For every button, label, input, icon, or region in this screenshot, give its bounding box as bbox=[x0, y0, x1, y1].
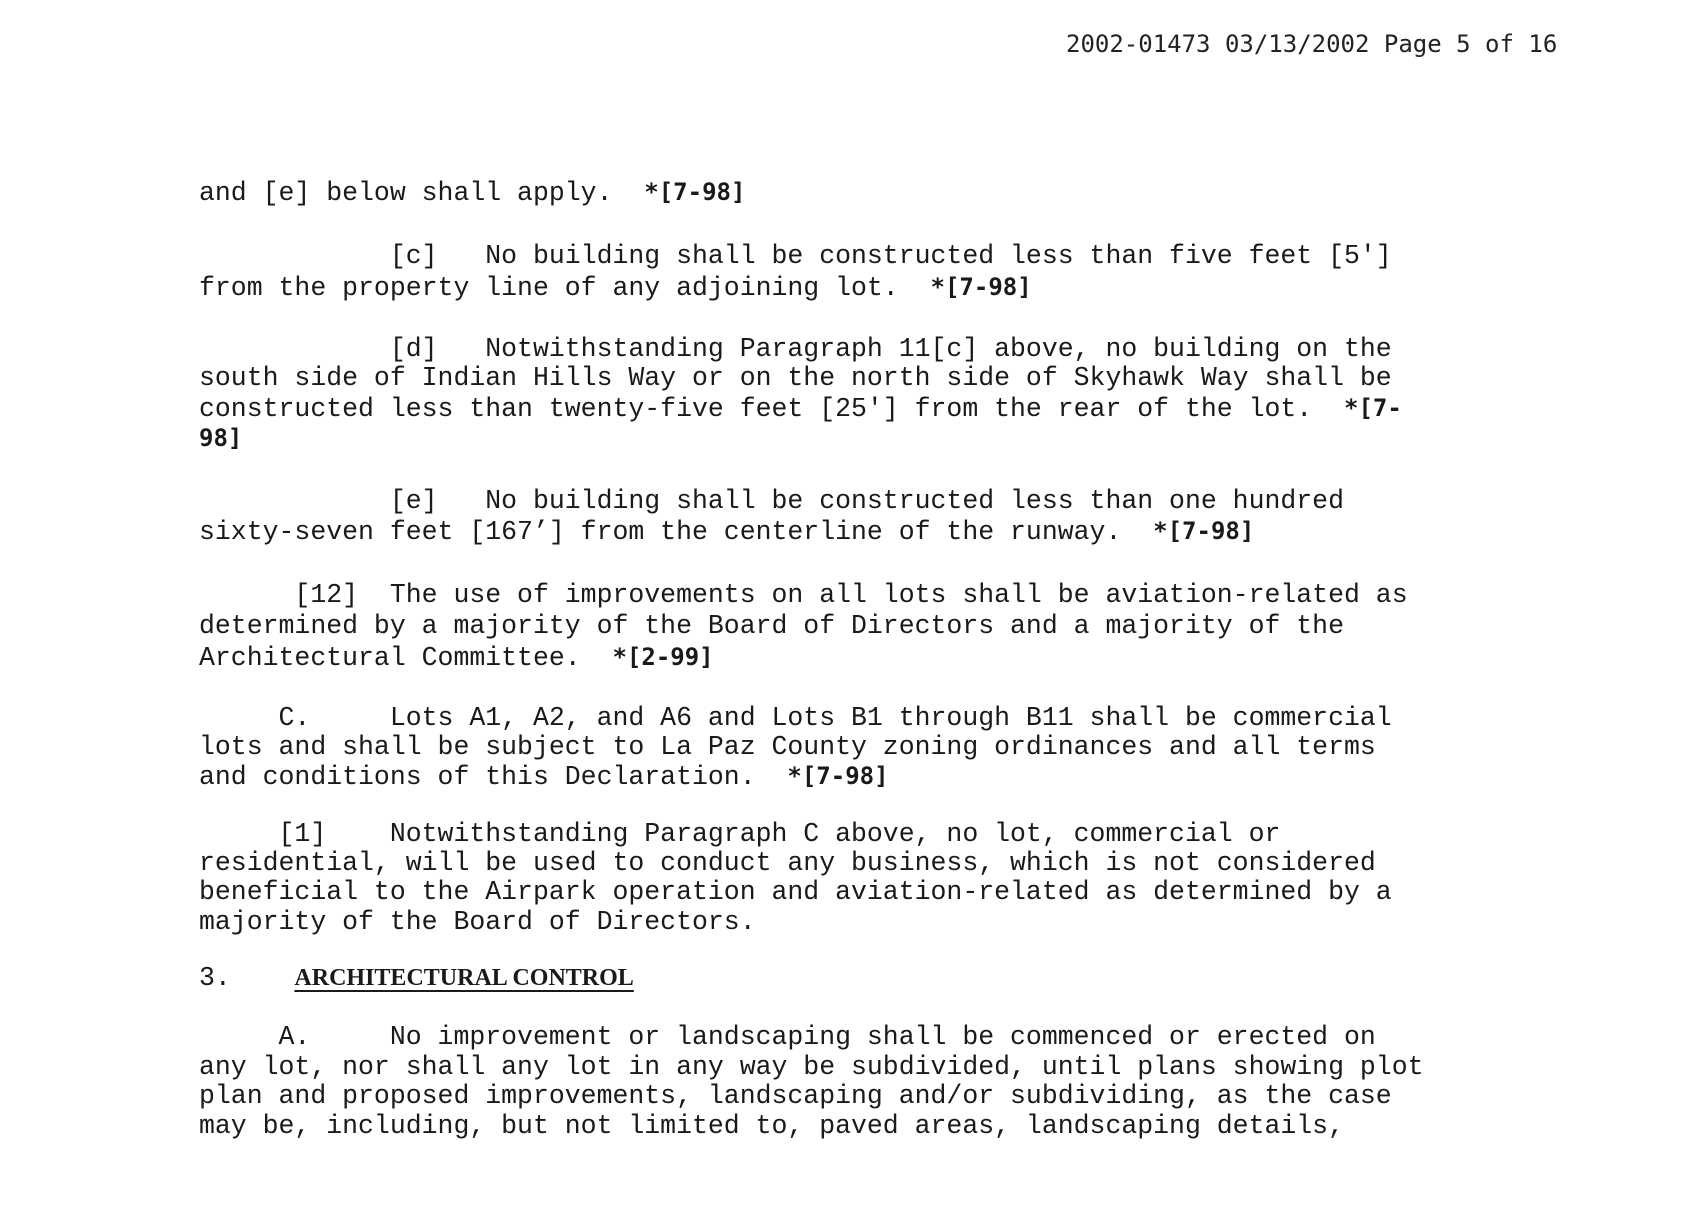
paragraph-A-line-3: plan and proposed improvements, landscaping and/or subdividing, as the case bbox=[199, 1081, 1392, 1111]
section-heading: ARCHITECTURAL CONTROL bbox=[294, 965, 634, 991]
amendment-tag: *[2-99] bbox=[612, 643, 714, 671]
paragraph-d-line-2: south side of Indian Hills Way or on the north side of Skyhawk Way shall be bbox=[199, 363, 1392, 393]
amendment-tag: *[7-98] bbox=[787, 762, 889, 790]
paragraph-12-line-1: [12] The use of improvements on all lots shall be aviation-related as bbox=[199, 580, 1408, 610]
paragraph-12-line-2: determined by a majority of the Board of Directors and a majority of the bbox=[199, 611, 1344, 641]
line-text: constructed less than twenty-five feet [25'] from the rear of the lot. bbox=[199, 394, 1344, 424]
paragraph-e-line-2 bbox=[199, 515, 1254, 548]
paragraph-C-line-3 bbox=[199, 760, 889, 793]
recording-stamp: 2002-01473 03/13/2002 Page 5 of 16 bbox=[1066, 30, 1558, 58]
paragraph-d-line-4: 98] bbox=[199, 424, 243, 452]
paragraph-1-line-4: majority of the Board of Directors. bbox=[199, 907, 756, 937]
section-number: 3. bbox=[199, 963, 295, 993]
line-text: Architectural Committee. bbox=[199, 643, 613, 673]
line-text: and [e] below shall apply. bbox=[199, 178, 645, 208]
paragraph-d-line-3 bbox=[199, 392, 1402, 425]
paragraph-A-line-4: may be, including, but not limited to, paved areas, landscaping details, bbox=[199, 1111, 1344, 1141]
paragraph-12-line-3 bbox=[199, 641, 714, 674]
section-3-heading-line bbox=[199, 962, 634, 994]
amendment-tag: *[7-98] bbox=[644, 178, 746, 206]
paragraph-1-line-1: [1] Notwithstanding Paragraph C above, no lot, commercial or bbox=[199, 819, 1281, 849]
paragraph-d-line-1: [d] Notwithstanding Paragraph 11[c] above, no building on the bbox=[199, 334, 1392, 364]
paragraph-c-line-2 bbox=[199, 271, 1032, 304]
paragraph-c-line-1: [c] No building shall be constructed less than five feet [5'] bbox=[199, 241, 1392, 271]
line-text: from the property line of any adjoining lot. bbox=[199, 273, 931, 303]
paragraph-line bbox=[199, 176, 745, 209]
amendment-tag: *[7- bbox=[1344, 394, 1402, 422]
amendment-tag: *[7-98] bbox=[930, 273, 1032, 301]
paragraph-A-line-2: any lot, nor shall any lot in any way be subdivided, until plans showing plot bbox=[199, 1052, 1424, 1082]
paragraph-e-line-1: [e] No building shall be constructed less than one hundred bbox=[199, 486, 1344, 516]
paragraph-1-line-2: residential, will be used to conduct any business, which is not considered bbox=[199, 848, 1376, 878]
line-text: sixty-seven feet [167’] from the centerline of the runway. bbox=[199, 517, 1154, 547]
line-text: and conditions of this Declaration. bbox=[199, 762, 788, 792]
paragraph-C-line-1: C. Lots A1, A2, and A6 and Lots B1 through B11 shall be commercial bbox=[199, 703, 1392, 733]
paragraph-C-line-2: lots and shall be subject to La Paz County zoning ordinances and all terms bbox=[199, 732, 1376, 762]
paragraph-1-line-3: beneficial to the Airpark operation and aviation-related as determined by a bbox=[199, 877, 1392, 907]
amendment-tag: *[7-98] bbox=[1153, 517, 1255, 545]
paragraph-A-line-1: A. No improvement or landscaping shall be commenced or erected on bbox=[199, 1022, 1376, 1052]
